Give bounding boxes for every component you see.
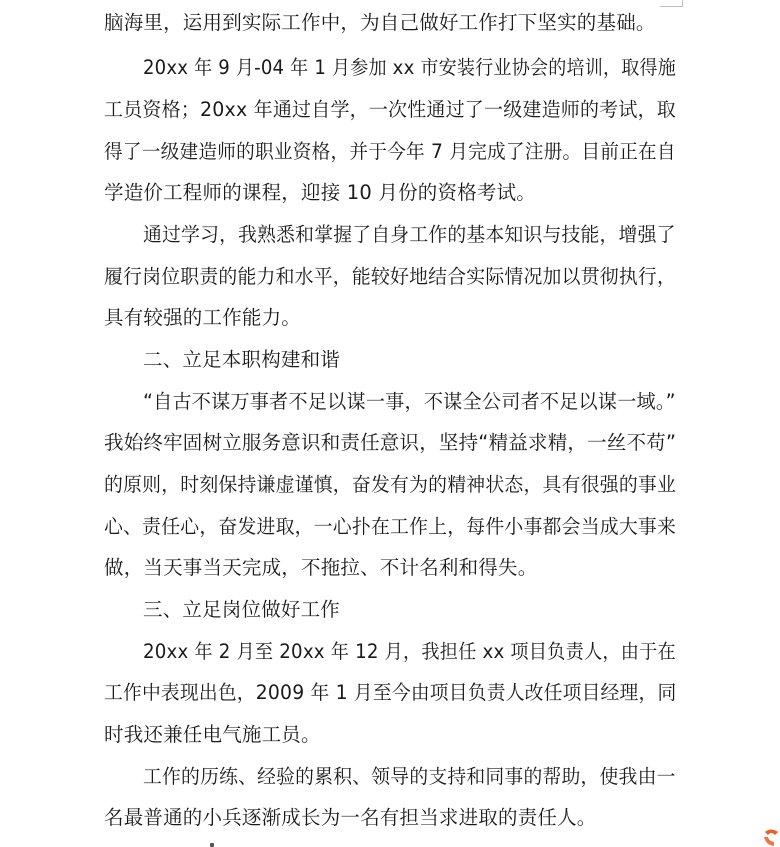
text-line (0, 430, 780, 472)
line-text: 三、立足岗位做好工作 (143, 598, 341, 621)
section-heading (0, 347, 780, 389)
line-text: 20xx 年 9 月-04 年 1 月参加 xx 市安装行业协会的培训，取得施 (143, 56, 677, 79)
text-line (0, 555, 780, 597)
line-text: 名最普通的小兵逐渐成长为一名有担当求进取的责任人。 (104, 806, 597, 829)
line-text: 心、责任心，奋发进取，一心扑在工作上，每件小事都会当成大事来 (104, 515, 677, 538)
text-line (0, 389, 780, 431)
text-line (0, 805, 780, 847)
line-text: 工作的历练、经验的累积、领导的支持和同事的帮助，使我由一 (143, 765, 676, 788)
text-line (0, 680, 780, 722)
section-heading (0, 597, 780, 639)
text-line (0, 139, 780, 181)
line-text: 工员资格；20xx 年通过自学，一次性通过了一级建造师的考试，取 (104, 98, 676, 121)
text-line (0, 264, 780, 306)
line-text: 具有较强的工作能力。 (104, 306, 302, 329)
line-text: 时我还兼任电气施工员。 (104, 723, 321, 746)
line-text: 我始终牢固树立服务意识和责任意识，坚持“精益求精，一丝不苟” (104, 431, 677, 454)
text-line (0, 764, 780, 806)
margin-corner-mark (660, 6, 682, 7)
app-logo-icon[interactable] (762, 828, 780, 847)
line-text: 学造价工程师的课程，迎接 10 月份的资格考试。 (104, 181, 537, 204)
line-text: 通过学习，我熟悉和掌握了自身工作的基本知识与技能，增强了 (143, 223, 676, 246)
text-line (0, 722, 780, 764)
text-line (0, 97, 780, 139)
text-line (0, 222, 780, 264)
text-line (0, 305, 780, 347)
line-text: 履行岗位职责的能力和水平，能较好地结合实际情况加以贯彻执行， (104, 265, 677, 288)
text-line (0, 180, 780, 222)
text-line (0, 514, 780, 556)
line-text: 得了一级建造师的职业资格，并于今年 7 月完成了注册。目前正在自 (104, 140, 676, 163)
line-text: 脑海里，运用到实际工作中，为自己做好工作打下坚实的基础。 (104, 11, 656, 34)
line-text: 二、立足本职构建和谐 (143, 348, 341, 371)
text-line (0, 10, 780, 52)
margin-corner-mark (682, 0, 683, 7)
text-line (0, 639, 780, 681)
line-text: 20xx 年 2 月至 20xx 年 12 月，我担任 xx 项目负责人，由于在 (143, 640, 676, 663)
text-line (0, 472, 780, 514)
line-text: 做，当天事当天完成，不拖拉、不计名利和得失。 (104, 556, 538, 579)
line-text: 的原则，时刻保持谦虚谨慎，奋发有为的精神状态，具有很强的事业 (104, 473, 677, 496)
line-text: “自古不谋万事者不足以谋一事，不谋全公司者不足以谋一域。” (143, 390, 676, 413)
line-text: 工作中表现出色，2009 年 1 月至今由项目负责人改任项目经理，同 (104, 681, 677, 704)
cut-off-glyph (210, 843, 214, 847)
text-line (0, 55, 780, 97)
